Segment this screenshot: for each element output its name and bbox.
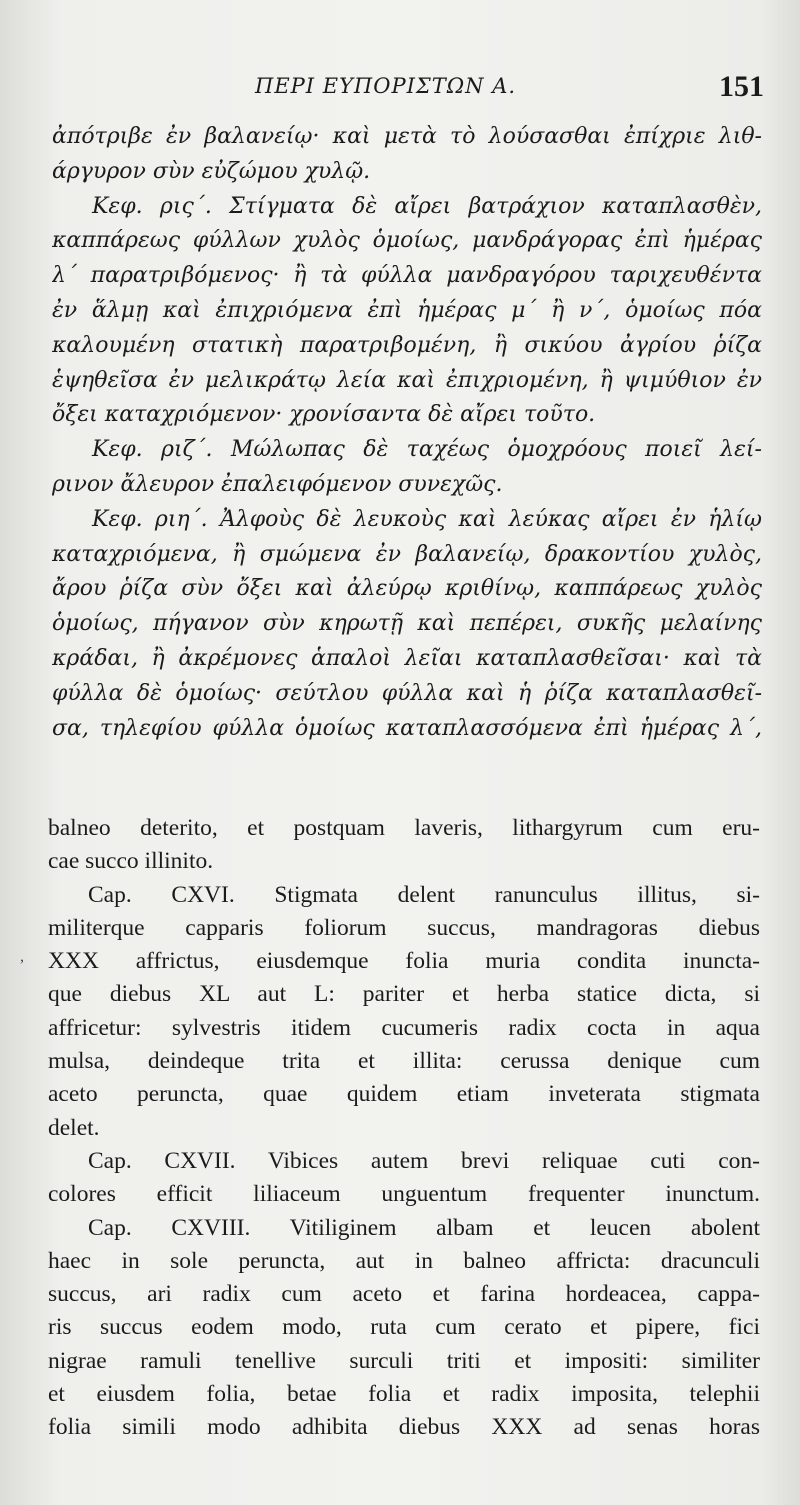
page-header xyxy=(0,70,800,110)
greek-line: φύλλα δὲ ὁμοίως· σεύτλου φύλλα καὶ ἡ ῥίζα καταπλασθεῖ- xyxy=(52,680,762,706)
greek-line: Κεφ. ρις΄. Στίγματα δὲ αἴρει βατράχιον καταπλασθὲν, xyxy=(92,193,762,219)
greek-line: ἐν ἅλμῃ καὶ ἐπιχριόμενα ἐπὶ ἡμέρας μ΄ ἢ ν΄, ὁμοίως πόα xyxy=(52,297,762,323)
running-title: ΠΕΡΙ ΕΥΠΟΡΙΣΤΩΝ Α. xyxy=(255,74,517,98)
greek-line: καλουμένη στατικὴ παρατριβομένη, ἢ σικύου ἀγρίου ῥίζα xyxy=(52,332,762,358)
greek-line: ἑψηθεῖσα ἐν μελικράτῳ λεία καὶ ἐπιχριομένη, ἢ ψιμύθιον ἐν xyxy=(52,367,762,393)
latin-line: folia simili modo adhibita diebus XXX ad senas horas xyxy=(48,1414,760,1441)
greek-line: ὁμοίως, πήγανον σὺν κηρωτῇ καὶ πεπέρει, συκῆς μελαίνης xyxy=(52,611,762,637)
latin-line: Cap. CXVII. Vibices autem brevi reliquae cuti con- xyxy=(88,1147,760,1174)
latin-line: mulsa, deindeque trita et illita: cerussa denique cum xyxy=(48,1048,760,1075)
greek-line: ρινον ἄλευρον ἐπαλειφόμενον συνεχῶς. xyxy=(52,471,503,497)
margin-mark: , xyxy=(20,948,24,965)
latin-line: nigrae ramuli tenellive surculi triti et impositi: similiter xyxy=(48,1347,760,1374)
latin-line: succus, ari radix cum aceto et farina hordeacea, cappa- xyxy=(48,1281,760,1308)
latin-line: aceto peruncta, quae quidem etiam inveterata stigmata xyxy=(48,1081,760,1108)
greek-line: ἄρου ῥίζα σὺν ὄξει καὶ ἀλεύρῳ κριθίνῳ, καππάρεως χυλὸς xyxy=(52,576,762,602)
latin-line: Cap. CXVIII. Vitiliginem albam et leucen abolent xyxy=(88,1214,760,1241)
latin-text-block xyxy=(48,812,760,1445)
latin-line: XXX affrictus, eiusdemque folia muria condita inuncta- xyxy=(48,948,760,975)
latin-line: Cap. CXVI. Stigmata delent ranunculus illitus, si- xyxy=(88,881,760,908)
greek-text-block xyxy=(52,120,762,746)
greek-line: σα, τηλεφίου φύλλα ὁμοίως καταπλασσόμενα ἐπὶ ἡμέρας λ΄, xyxy=(52,715,762,741)
latin-line: militerque capparis foliorum succus, mandragoras diebus xyxy=(48,914,760,941)
greek-line: άργυρον σὺν εὐζώμου χυλῷ. xyxy=(52,158,371,184)
latin-line: affricetur: sylvestris itidem cucumeris radix cocta in aqua xyxy=(48,1014,760,1041)
latin-line: cae succo illinito. xyxy=(48,848,214,875)
greek-line: καταχριόμενα, ἢ σμώμενα ἐν βαλανείῳ, δρακοντίου χυλὸς, xyxy=(52,541,762,567)
latin-line: et eiusdem folia, betae folia et radix imposita, telephii xyxy=(48,1381,760,1408)
latin-line: ris succus eodem modo, ruta cum cerato et pipere, fici xyxy=(48,1314,760,1341)
greek-line: καππάρεως φύλλων χυλὸς ὁμοίως, μανδράγορας ἐπὶ ἡμέρας xyxy=(52,228,762,254)
greek-line: λ΄ παρατριβόμενος· ἢ τὰ φύλλα μανδραγόρου ταριχευθέντα xyxy=(52,263,762,289)
latin-line: haec in sole peruncta, aut in balneo affricta: dracunculi xyxy=(48,1247,760,1274)
latin-line: que diebus XL aut L: pariter et herba statice dicta, si xyxy=(48,981,760,1008)
greek-line: ὄξει καταχριόμενον· χρονίσαντα δὲ αἴρει τοῦτο. xyxy=(52,402,596,428)
page-number: 151 xyxy=(719,70,764,103)
latin-line: delet. xyxy=(48,1114,100,1141)
greek-line: Κεφ. ριη΄. Ἀλφοὺς δὲ λευκοὺς καὶ λεύκας αἴρει ἐν ἡλίῳ xyxy=(92,506,762,532)
greek-line: ἀπότριβε ἐν βαλανείῳ· καὶ μετὰ τὸ λούσασθαι ἐπίχριε λιθ- xyxy=(52,124,762,149)
greek-line: κράδαι, ἢ ἀκρέμονες ἁπαλοὶ λεῖαι καταπλασθεῖσαι· καὶ τὰ xyxy=(52,645,762,671)
latin-line: colores efficit liliaceum unguentum frequenter inunctum. xyxy=(48,1181,760,1208)
latin-line: balneo deterito, et postquam laveris, lithargyrum cum eru- xyxy=(48,815,760,841)
greek-line: Κεφ. ριζ΄. Μώλωπας δὲ ταχέως ὁμοχρόους ποιεῖ λεί- xyxy=(92,437,762,463)
